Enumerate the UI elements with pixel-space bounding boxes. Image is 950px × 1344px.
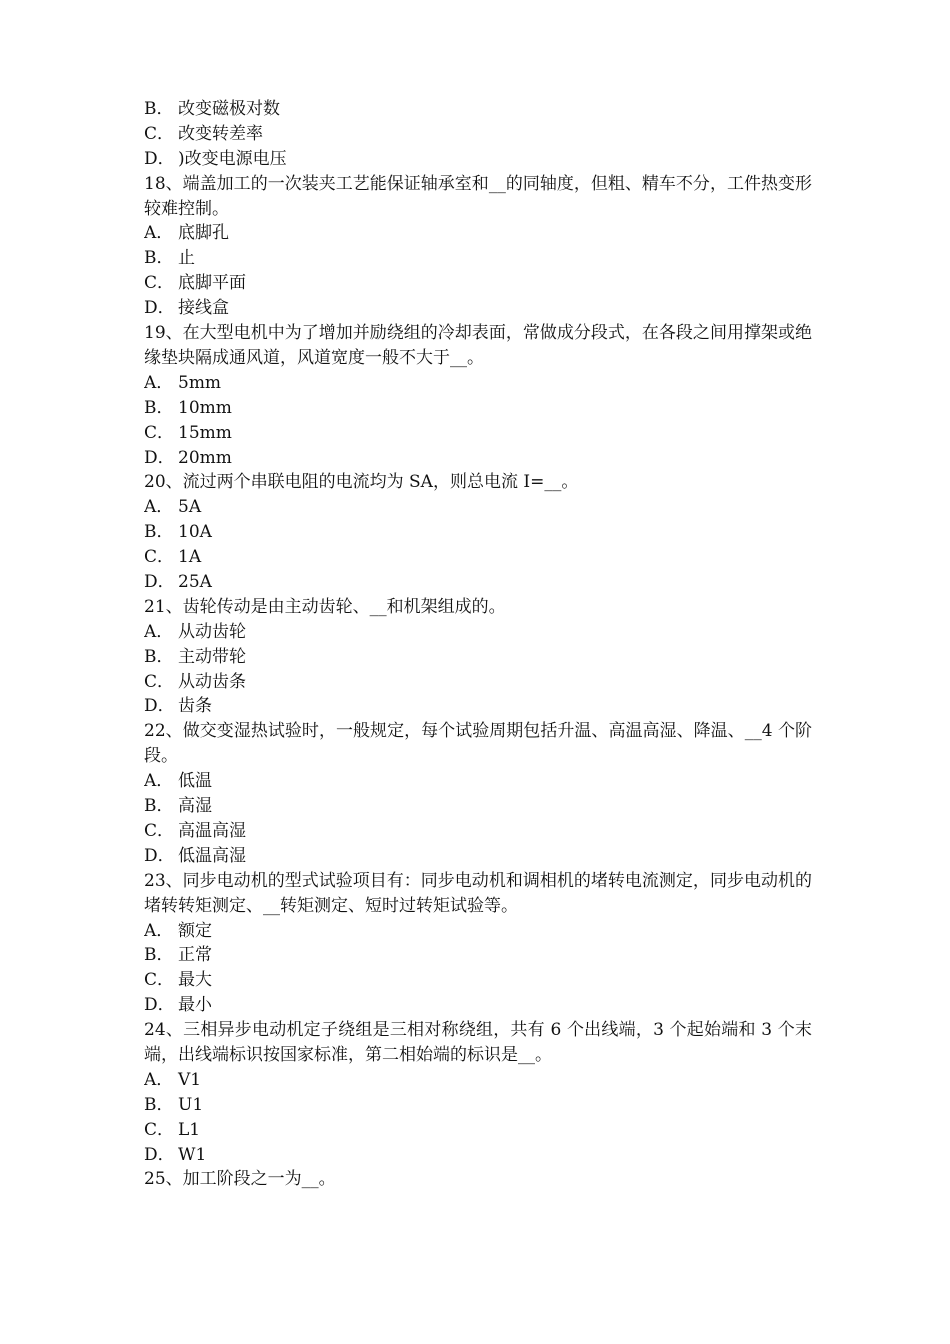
option-line bbox=[144, 943, 812, 968]
option-letter: C． bbox=[144, 123, 175, 144]
option-line bbox=[144, 221, 812, 246]
option-letter: C． bbox=[144, 820, 175, 841]
option-text: 1A bbox=[178, 547, 202, 568]
option-line bbox=[144, 371, 812, 396]
option-text: )改变电源电压 bbox=[178, 148, 287, 169]
option-line bbox=[144, 1143, 812, 1168]
option-text: 齿条 bbox=[178, 696, 212, 717]
option-text: 低温高湿 bbox=[178, 845, 246, 866]
option-letter: A． bbox=[144, 1069, 174, 1090]
option-line bbox=[144, 570, 812, 595]
question-22 bbox=[144, 719, 812, 868]
question-25 bbox=[144, 1167, 812, 1192]
option-line bbox=[144, 1068, 812, 1093]
option-line bbox=[144, 794, 812, 819]
option-text: 25A bbox=[178, 572, 212, 592]
option-line bbox=[144, 495, 812, 520]
option-letter: D． bbox=[144, 148, 175, 169]
option-letter: C． bbox=[144, 273, 175, 294]
option-letter: B． bbox=[144, 99, 174, 119]
option-text: 正常 bbox=[178, 945, 212, 966]
option-text: 改变磁极对数 bbox=[178, 99, 280, 119]
question-24 bbox=[144, 1018, 812, 1167]
document-page bbox=[144, 97, 812, 1192]
option-letter: C． bbox=[144, 422, 175, 443]
option-text: 从动齿轮 bbox=[178, 621, 246, 642]
option-line bbox=[144, 246, 812, 271]
option-text: 从动齿条 bbox=[178, 671, 246, 692]
option-line bbox=[144, 694, 812, 719]
option-letter: A． bbox=[144, 223, 174, 244]
option-line bbox=[144, 396, 812, 421]
option-line bbox=[144, 271, 812, 296]
option-text: 主动带轮 bbox=[178, 646, 246, 667]
option-text: 底脚平面 bbox=[178, 273, 246, 294]
option-text: 最大 bbox=[178, 970, 212, 991]
option-text: L1 bbox=[178, 1119, 201, 1140]
option-line bbox=[144, 122, 812, 147]
option-letter: D． bbox=[144, 298, 175, 319]
option-line bbox=[144, 1093, 812, 1118]
option-text: 20mm bbox=[178, 447, 232, 468]
option-letter: D． bbox=[144, 995, 175, 1016]
question-stem: 18、端盖加工的一次装夹工艺能保证轴承室和__的同轴度，但粗、精车不分，工件热变形较难控制。 bbox=[144, 173, 812, 219]
option-line bbox=[144, 819, 812, 844]
option-line bbox=[144, 446, 812, 471]
question-23 bbox=[144, 869, 812, 1018]
option-line bbox=[144, 147, 812, 172]
question-stem: 24、三相异步电动机定子绕组是三相对称绕组，共有 6 个出线端，3 个起始端和 3 个末端，出线端标识按国家标准，第二相始端的标识是__。 bbox=[144, 1020, 812, 1066]
option-line bbox=[144, 1118, 812, 1143]
option-line bbox=[144, 645, 812, 670]
option-text: U1 bbox=[178, 1094, 204, 1115]
option-text: 改变转差率 bbox=[178, 123, 263, 144]
option-text: 底脚孔 bbox=[178, 223, 229, 244]
option-letter: D． bbox=[144, 845, 175, 866]
option-letter: A． bbox=[144, 771, 174, 792]
option-letter: B． bbox=[144, 248, 174, 269]
option-text: 高湿 bbox=[178, 796, 212, 817]
option-text: 高温高湿 bbox=[178, 820, 246, 841]
question-20 bbox=[144, 470, 812, 594]
option-letter: C． bbox=[144, 671, 175, 692]
option-letter: B． bbox=[144, 1094, 174, 1115]
option-letter: B． bbox=[144, 796, 174, 817]
question-stem: 21、齿轮传动是由主动齿轮、__和机架组成的。 bbox=[144, 596, 506, 617]
option-text: 10mm bbox=[178, 397, 232, 418]
option-letter: D． bbox=[144, 696, 175, 717]
option-line bbox=[144, 670, 812, 695]
question-19 bbox=[144, 321, 812, 470]
question-stem: 22、做交变湿热试验时，一般规定，每个试验周期包括升温、高温高湿、降温、__4 个阶段。 bbox=[144, 721, 812, 767]
option-text: 低温 bbox=[178, 771, 212, 792]
option-text: 5A bbox=[178, 497, 202, 518]
option-letter: C． bbox=[144, 1119, 175, 1140]
option-letter: B． bbox=[144, 945, 174, 966]
option-letter: D． bbox=[144, 572, 175, 592]
option-line bbox=[144, 919, 812, 944]
option-text: 止 bbox=[178, 248, 195, 269]
option-letter: D． bbox=[144, 1144, 175, 1165]
lead-options bbox=[144, 97, 812, 172]
option-letter: D． bbox=[144, 447, 175, 468]
question-18 bbox=[144, 172, 812, 321]
option-letter: A． bbox=[144, 497, 174, 518]
option-line bbox=[144, 993, 812, 1018]
option-line bbox=[144, 520, 812, 545]
question-stem: 20、流过两个串联电阻的电流均为 SA，则总电流 I=__。 bbox=[144, 472, 579, 493]
option-line bbox=[144, 296, 812, 321]
option-letter: B． bbox=[144, 522, 174, 543]
option-text: 最小 bbox=[178, 995, 212, 1016]
option-line bbox=[144, 97, 812, 122]
option-text: W1 bbox=[178, 1144, 207, 1165]
option-letter: A． bbox=[144, 920, 174, 941]
option-line bbox=[144, 421, 812, 446]
option-text: 额定 bbox=[178, 920, 212, 941]
option-letter: A． bbox=[144, 372, 174, 393]
question-stem: 23、同步电动机的型式试验项目有：同步电动机和调相机的堵转电流测定，同步电动机的堵转转矩测定、__转矩测定、短时过转矩试验等。 bbox=[144, 870, 812, 916]
option-text: 10A bbox=[178, 522, 212, 543]
option-letter: A． bbox=[144, 621, 174, 642]
option-text: 15mm bbox=[178, 422, 232, 443]
option-text: 5mm bbox=[178, 372, 222, 393]
option-line bbox=[144, 769, 812, 794]
option-line bbox=[144, 968, 812, 993]
option-line bbox=[144, 620, 812, 645]
option-text: V1 bbox=[178, 1069, 202, 1090]
question-stem: 19、在大型电机中为了增加并励绕组的冷却表面，常做成分段式，在各段之间用撑架或绝缘垫块隔成通风道，风道宽度一般不大于__。 bbox=[144, 323, 812, 368]
option-line bbox=[144, 844, 812, 869]
question-stem: 25、加工阶段之一为__。 bbox=[144, 1169, 336, 1190]
option-line bbox=[144, 545, 812, 570]
question-21 bbox=[144, 595, 812, 719]
option-text: 接线盒 bbox=[178, 298, 229, 319]
option-letter: B． bbox=[144, 646, 174, 667]
option-letter: C． bbox=[144, 547, 175, 568]
option-letter: C． bbox=[144, 970, 175, 991]
option-letter: B． bbox=[144, 397, 174, 418]
